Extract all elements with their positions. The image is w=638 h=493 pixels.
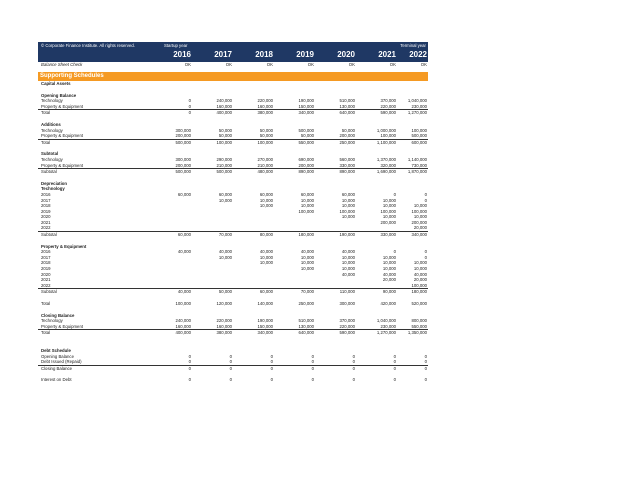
cell-value: 1,690,000 [376,169,396,175]
row-label: 2019 [41,266,51,272]
cell-value: 200,000 [380,219,396,225]
table-row [38,377,428,383]
row-label: Additions [41,121,61,127]
cell-value: 10,000 [300,197,314,203]
table-row [38,231,428,238]
cell-value: 10,000 [341,260,355,266]
cell-value: 10,000 [218,197,232,203]
cell-value: 640,000 [339,110,355,116]
check-status: OK [307,62,314,67]
cell-value: 10,000 [341,254,355,260]
cell-value: 70,000 [218,232,232,238]
cell-value: 190,000 [298,98,314,104]
table-row [38,365,428,372]
cell-value: 0 [352,353,355,359]
cell-value: 890,000 [298,169,314,175]
supporting-schedules-sheet [38,42,428,383]
cell-value: 1,870,000 [407,169,427,175]
cell-value: 160,000 [175,323,191,329]
cell-value: 10,000 [300,203,314,209]
cell-value: 10,000 [382,260,396,266]
cell-value: 50,000 [259,127,273,133]
cell-value: 290,000 [216,156,232,162]
cell-value: 220,000 [257,98,273,104]
cell-value: 100,000 [380,133,396,139]
year-header: 2022 [409,50,427,59]
cell-value: 20,000 [382,277,396,283]
row-label: Property & Equipment [41,103,84,109]
cell-value: 130,000 [339,103,355,109]
cell-value: 190,000 [339,232,355,238]
cell-value: 40,000 [177,289,191,295]
cell-value: 160,000 [216,323,232,329]
row-label: Technology [41,127,63,133]
cell-value: 890,000 [339,169,355,175]
row-label: Total [41,110,51,116]
cell-value: 130,000 [298,323,314,329]
cell-value: 0 [352,377,355,383]
cell-value: 640,000 [298,330,314,336]
cell-value: 800,000 [411,318,427,324]
cell-value: 40,000 [300,249,314,255]
cell-value: 320,000 [380,162,396,168]
cell-value: 70,000 [300,289,314,295]
cell-value: 220,000 [339,323,355,329]
cell-value: 100,000 [411,127,427,133]
cell-value: 0 [393,365,396,371]
cell-value: 500,000 [411,133,427,139]
cell-value: 10,000 [259,254,273,260]
cell-value: 60,000 [177,232,191,238]
cell-value: 1,270,000 [376,330,396,336]
cell-value: 0 [393,377,396,383]
cell-value: 330,000 [380,232,396,238]
cell-value: 300,000 [339,301,355,306]
cell-value: 550,000 [298,139,314,145]
cell-value: 0 [270,353,273,359]
cell-value: 510,000 [339,98,355,104]
cell-value: 0 [270,359,273,365]
cell-value: 240,000 [175,318,191,324]
year-header: 2016 [173,50,191,59]
cell-value: 210,000 [257,162,273,168]
cell-value: 0 [229,365,232,371]
cell-value: 0 [311,353,314,359]
row-label: 2016 [41,191,51,197]
row-label: Property & Equipment [41,133,84,139]
cell-value: 1,370,000 [376,156,396,162]
cell-value: 100,000 [216,139,232,145]
row-label: 2022 [41,225,51,231]
cell-value: 340,000 [411,232,427,238]
year-header: 2020 [337,50,355,59]
row-label: Technology [41,318,63,324]
cell-value: 0 [424,377,427,383]
table-row [38,288,428,295]
cell-value: 0 [311,365,314,371]
cell-value: 300,000 [175,127,191,133]
cell-value: 190,000 [257,318,273,324]
cell-value: 1,270,000 [407,110,427,116]
cell-value: 0 [229,359,232,365]
cell-value: 180,000 [411,289,427,295]
row-label: 2018 [41,260,51,266]
row-label: 2018 [41,203,51,209]
check-status: OK [184,62,191,67]
cell-value: 240,000 [216,98,232,104]
cell-value: 1,350,000 [407,330,427,336]
cell-value: 330,000 [339,162,355,168]
cell-value: 340,000 [298,110,314,116]
row-label: Opening Balance [41,353,74,359]
cell-value: 20,000 [413,277,427,283]
row-label: Capital Assets [41,81,71,86]
cell-value: 20,000 [413,225,427,231]
cell-value: 200,000 [175,162,191,168]
cell-value: 380,000 [257,110,273,116]
cell-value: 0 [188,359,191,365]
cell-value: 480,000 [257,169,273,175]
cell-value: 50,000 [218,133,232,139]
row-label: Subtotal [41,151,59,157]
cell-value: 40,000 [177,249,191,255]
row-label: Subtotal [41,289,57,295]
cell-value: 550,000 [411,323,427,329]
cell-value: 370,000 [380,98,396,104]
check-status: OK [225,62,232,67]
cell-value: 0 [188,98,191,104]
row-label: Closing Balance [41,312,75,318]
cell-value: 100,000 [257,139,273,145]
cell-value: 100,000 [298,208,314,214]
cell-value: 590,000 [380,110,396,116]
cell-value: 220,000 [216,318,232,324]
cell-value: 1,100,000 [376,139,396,145]
cell-value: 220,000 [380,103,396,109]
cell-value: 0 [229,353,232,359]
cell-value: 50,000 [341,127,355,133]
row-label: Property & Equipment [41,243,87,249]
cell-value: 40,000 [413,271,427,277]
copyright-notice: © Corporate Finance Institute. All rights reserved. [41,43,135,48]
cell-value: 140,000 [257,301,273,306]
cell-value: 40,000 [341,271,355,277]
cell-value: 10,000 [259,260,273,266]
cell-value: 0 [188,110,191,116]
cell-value: 200,000 [175,133,191,139]
cell-value: 600,000 [411,139,427,145]
cell-value: 200,000 [411,219,427,225]
cell-value: 200,000 [339,133,355,139]
cell-value: 520,000 [411,301,427,306]
cell-value: 0 [270,365,273,371]
row-label: 2022 [41,282,51,288]
row-label: Subtotal [41,232,57,238]
cell-value: 690,000 [298,156,314,162]
row-label: Property & Equipment [41,323,84,329]
row-label: Property & Equipment [41,162,84,168]
cell-value: 380,000 [216,330,232,336]
check-status: OK [348,62,355,67]
cell-value: 10,000 [382,203,396,209]
cell-value: 0 [311,359,314,365]
cell-value: 730,000 [411,162,427,168]
table-row [38,81,428,87]
row-label: Debt Schedule [41,347,71,353]
cell-value: 200,000 [298,162,314,168]
cell-value: 10,000 [300,254,314,260]
cell-value: 400,000 [175,330,191,336]
cell-value: 1,000,000 [376,127,396,133]
row-label: Opening Balance [41,92,77,98]
row-label: 2021 [41,219,51,225]
row-label: 2016 [41,249,51,255]
cell-value: 10,000 [413,260,427,266]
cell-value: 10,000 [341,266,355,272]
cell-value: 10,000 [341,214,355,220]
cell-value: 0 [393,249,396,255]
cell-value: 60,000 [259,289,273,295]
row-label: Technology [41,186,65,192]
cell-value: 270,000 [257,156,273,162]
cell-value: 0 [188,377,191,383]
cell-value: 100,000 [339,208,355,214]
cell-value: 60,000 [218,191,232,197]
cell-value: 420,000 [380,301,396,306]
cell-value: 10,000 [382,254,396,260]
cell-value: 150,000 [298,103,314,109]
cell-value: 0 [352,365,355,371]
table-row [38,139,428,146]
cell-value: 100,000 [411,282,427,288]
cell-value: 0 [229,377,232,383]
row-label: Interest on Debt [41,377,72,383]
cell-value: 0 [424,197,427,203]
cell-value: 160,000 [216,103,232,109]
row-label: 2017 [41,254,51,260]
cell-value: 1,040,000 [407,98,427,104]
cell-value: 80,000 [259,232,273,238]
cell-value: 400,000 [216,110,232,116]
row-label: Debt Issued (Repaid) [41,359,82,365]
year-header: 2021 [378,50,396,59]
row-label: 2019 [41,208,51,214]
cell-value: 230,000 [411,103,427,109]
cell-value: 60,000 [300,191,314,197]
cell-value: 50,000 [218,127,232,133]
row-label: 2017 [41,197,51,203]
table-row [38,168,428,175]
year-header: 2019 [296,50,314,59]
cell-value: 500,000 [298,127,314,133]
cell-value: 0 [424,249,427,255]
cell-value: 40,000 [382,271,396,277]
cell-value: 100,000 [380,208,396,214]
cell-value: 250,000 [298,301,314,306]
balance-sheet-check-label: Balance Sheet Check [41,62,83,67]
cell-value: 60,000 [177,191,191,197]
row-label: Subtotal [41,169,57,175]
cell-value: 500,000 [216,169,232,175]
year-header: 2017 [214,50,232,59]
cell-value: 100,000 [175,301,191,306]
cell-value: 10,000 [413,203,427,209]
row-label: Total [41,301,51,306]
cell-value: 10,000 [382,197,396,203]
cell-value: 120,000 [216,301,232,306]
cell-value: 100,000 [411,208,427,214]
cell-value: 0 [424,191,427,197]
cell-value: 510,000 [298,318,314,324]
cell-value: 10,000 [300,260,314,266]
cell-value: 0 [424,359,427,365]
cell-value: 300,000 [175,156,191,162]
cell-value: 10,000 [341,203,355,209]
cell-value: 50,000 [300,133,314,139]
cell-value: 0 [424,365,427,371]
terminal-year-label: Terminal year [400,43,426,48]
cell-value: 40,000 [341,249,355,255]
table-row [38,109,428,116]
cell-value: 0 [393,359,396,365]
year-header: 2018 [255,50,273,59]
cell-value: 0 [393,191,396,197]
check-status: OK [420,62,427,67]
cell-value: 40,000 [259,249,273,255]
cell-value: 210,000 [216,162,232,168]
row-label: 2020 [41,271,51,277]
cell-value: 90,000 [382,289,396,295]
schedule-table [38,81,428,383]
table-row [38,301,428,307]
row-label: Depreciation [41,180,68,186]
cell-value: 500,000 [175,139,191,145]
cell-value: 40,000 [218,249,232,255]
cell-value: 10,000 [300,266,314,272]
cell-value: 0 [270,377,273,383]
startup-year-label: Startup year [164,43,188,48]
cell-value: 500,000 [175,169,191,175]
row-label: Total [41,330,51,336]
cell-value: 160,000 [257,103,273,109]
cell-value: 10,000 [259,203,273,209]
cell-value: 1,040,000 [376,318,396,324]
header-bar [38,42,428,62]
cell-value: 0 [352,359,355,365]
table-row [38,329,428,336]
section-title: Supporting Schedules [38,72,428,81]
cell-value: 10,000 [341,197,355,203]
row-label: 2021 [41,277,51,283]
row-label: Closing Balance [41,365,73,371]
balance-sheet-check-row [38,62,428,69]
cell-value: 110,000 [339,289,355,295]
cell-value: 0 [188,353,191,359]
cell-value: 10,000 [259,197,273,203]
cell-value: 10,000 [218,254,232,260]
cell-value: 230,000 [380,323,396,329]
row-label: Technology [41,98,63,104]
cell-value: 0 [188,365,191,371]
cell-value: 10,000 [413,266,427,272]
check-status: OK [266,62,273,67]
cell-value: 150,000 [257,323,273,329]
cell-value: 0 [424,353,427,359]
row-label: 2020 [41,214,51,220]
cell-value: 10,000 [382,214,396,220]
cell-value: 340,000 [257,330,273,336]
check-status: OK [389,62,396,67]
cell-value: 50,000 [218,289,232,295]
cell-value: 370,000 [339,318,355,324]
cell-value: 60,000 [341,191,355,197]
cell-value: 0 [424,254,427,260]
cell-value: 180,000 [298,232,314,238]
cell-value: 560,000 [339,156,355,162]
cell-value: 1,140,000 [407,156,427,162]
cell-value: 0 [393,353,396,359]
cell-value: 590,000 [339,330,355,336]
cell-value: 0 [188,103,191,109]
cell-value: 10,000 [382,266,396,272]
row-label: Total [41,139,51,145]
row-label: Technology [41,156,63,162]
cell-value: 250,000 [339,139,355,145]
cell-value: 60,000 [259,191,273,197]
cell-value: 0 [311,377,314,383]
cell-value: 50,000 [259,133,273,139]
cell-value: 10,000 [413,214,427,220]
